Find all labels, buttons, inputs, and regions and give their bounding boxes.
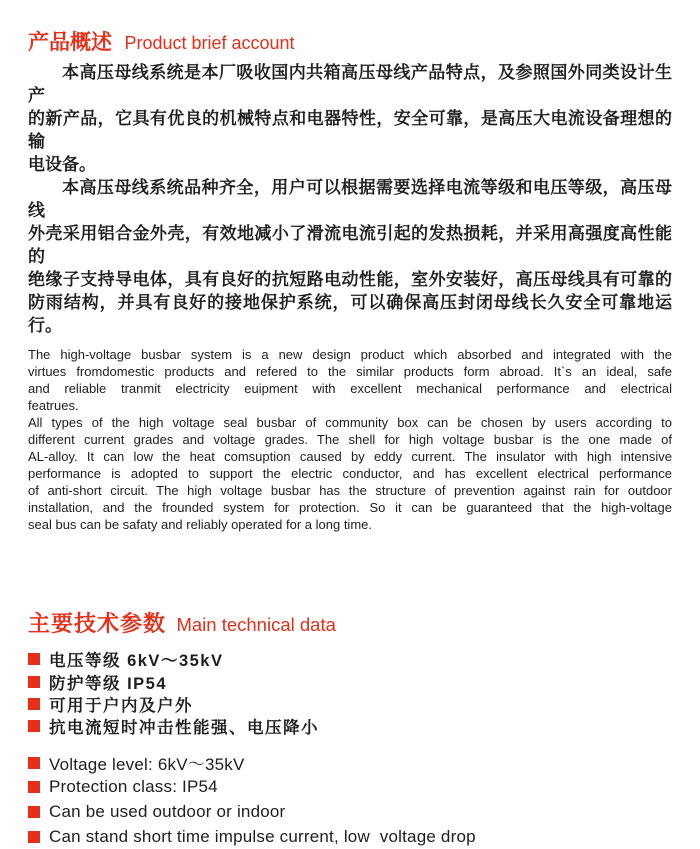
bullet-square-icon — [28, 757, 40, 769]
bullet-label: 防护等级 IP54 — [49, 674, 168, 693]
bullet-square-icon — [28, 806, 40, 818]
bullet-square-icon — [28, 698, 40, 710]
paragraph-line: performance is adopted to support the electric conductor, and has excellent electrical performance — [28, 466, 672, 481]
paragraph-line: seal bus can be safaty and reliably operated for a long time. — [28, 517, 372, 532]
product-overview-section — [28, 30, 672, 533]
paragraph-line: 电设备。 — [28, 155, 96, 174]
paragraph-line: installation, and the frounded system for protection. So it can be guaranteed that the high-voltage — [28, 500, 672, 515]
bullet-square-icon — [28, 720, 40, 732]
paragraph-line: 本高压母线系统品种齐全，用户可以根据需要选择电流等级和电压等级，高压母线 — [28, 178, 672, 220]
bullet-label: Voltage level: 6kV～35kV — [49, 755, 245, 775]
paragraph-line: of anti-short circuit. The high voltage busbar has the structure of prevention against rain for outdoor — [28, 483, 672, 498]
paragraph-line: 绝缘子支持导电体，具有良好的抗短路电动性能，室外安装好，高压母线具有可靠的 — [28, 270, 672, 289]
paragraph-line: 的新产品，它具有优良的机械特点和电器特性，安全可靠，是高压大电流设备理想的输 — [28, 109, 672, 151]
bullet-item — [28, 824, 672, 849]
paragraph-line: 外壳采用铝合金外壳，有效地减小了滑流电流引起的发热损耗，并采用高强度高性能的 — [28, 224, 672, 266]
paragraph-line: virtues fromdomestic products and refered to the similar products form abroad. It`s an ideal, safe — [28, 364, 672, 379]
bullet-label: Protection class: IP54 — [49, 777, 218, 797]
technical-title-cn: 主要技术参数 — [28, 611, 167, 636]
paragraph-line: and reliable tranmit electricity euipment with excellent mechanical performance and electrical — [28, 381, 672, 396]
bullet-list-en — [28, 751, 672, 849]
technical-title-en: Main technical data — [176, 614, 336, 635]
bullet-square-icon — [28, 653, 40, 665]
bullet-item — [28, 751, 672, 776]
paragraph-line: featrues. — [28, 398, 79, 413]
technical-data-section — [28, 609, 672, 849]
bullet-square-icon — [28, 676, 40, 688]
paragraph-line: AL-alloy. It can low the heat comsuption caused by eddy current. The insulator with high intensive — [28, 449, 672, 464]
bullet-item — [28, 670, 672, 692]
paragraph-line: 防雨结构，并具有良好的接地保护系统，可以确保高压封闭母线长久安全可靠地运行。 — [28, 293, 672, 335]
bullet-label: 电压等级 6kV～35kV — [49, 652, 224, 671]
bullet-item — [28, 800, 672, 825]
bullet-item — [28, 648, 672, 670]
paragraph-line: All types of the high voltage seal busbar of community box can be chosen by users according to — [28, 415, 672, 430]
bullet-item — [28, 775, 672, 800]
paragraph-line: different current grades and voltage grades. The shell for high voltage busbar is the one made of — [28, 432, 672, 447]
bullet-square-icon — [28, 781, 40, 793]
technical-heading — [28, 609, 672, 642]
bullet-item — [28, 715, 672, 737]
overview-title-en: Product brief account — [124, 33, 295, 53]
bullet-item — [28, 693, 672, 715]
bullet-label: 可用于户内及户外 — [49, 696, 193, 715]
overview-heading — [28, 30, 672, 58]
bullet-label: Can be used outdoor or indoor — [49, 802, 286, 822]
overview-paragraphs-en — [28, 346, 672, 533]
overview-paragraphs-cn — [28, 61, 672, 337]
bullet-list-cn — [28, 648, 672, 738]
overview-title-cn: 产品概述 — [28, 31, 112, 54]
bullet-label: Can stand short time impulse current, low voltage drop — [49, 826, 476, 846]
paragraph-line: 本高压母线系统是本厂吸收国内共箱高压母线产品特点，及参照国外同类设计生产 — [28, 63, 672, 105]
bullet-label: 抗电流短时冲击性能强、电压降小 — [49, 719, 319, 738]
paragraph-line: The high-voltage busbar system is a new design product which absorbed and integrated with the — [28, 347, 672, 362]
bullet-square-icon — [28, 831, 40, 843]
